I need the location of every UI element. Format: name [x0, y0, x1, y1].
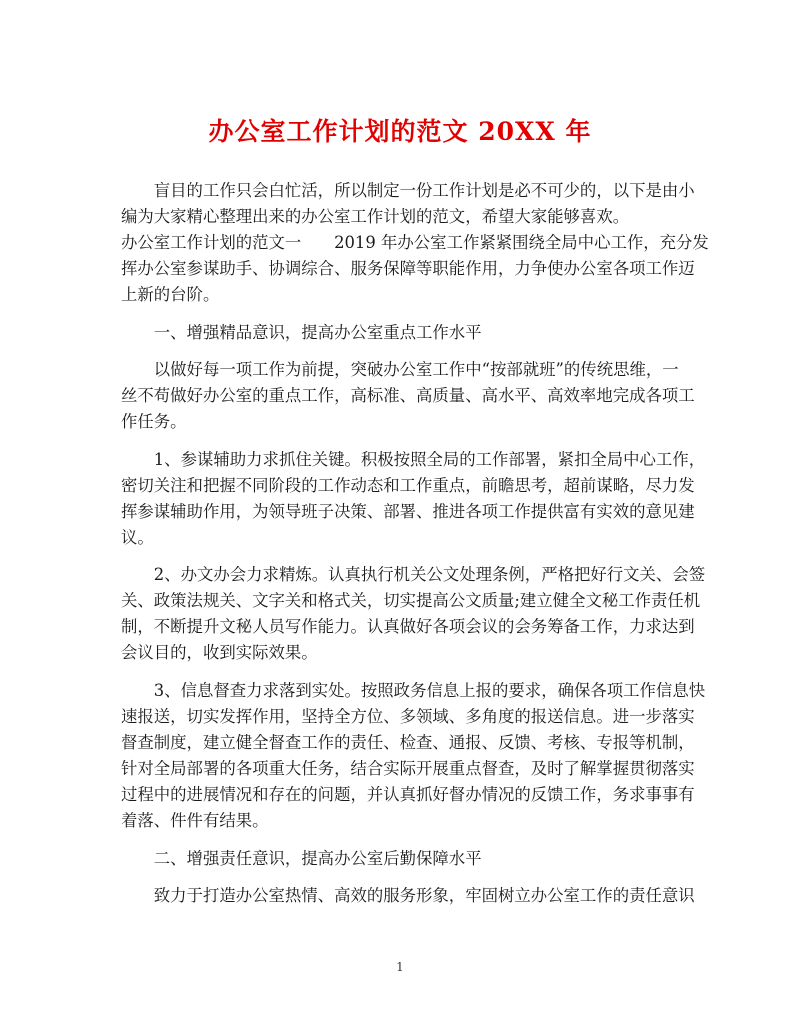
text-line: 针对全局部署的各项重大任务，结合实际开展重点督查，及时了解掌握贯彻落实: [121, 758, 695, 778]
text-line: 办公室工作计划的范文一 2019 年办公室工作紧紧围绕全局中心工作，充分发: [121, 233, 709, 252]
text-line: 致力于打造办公室热情、高效的服务形象，牢固树立办公室工作的责任意识: [121, 886, 695, 906]
text-line: 2、办文办会力求精炼。认真执行机关公文处理条例，严格把好行文关、会签: [121, 565, 706, 585]
text-line: 议。: [121, 527, 154, 547]
text-line: 密切关注和把握不同阶段的工作动态和工作重点，前瞻思考，超前谋略，尽力发: [121, 475, 695, 495]
text-line: 1、参谋辅助力求抓住关键。积极按照全局的工作部署，紧扣全局中心工作，: [121, 449, 706, 469]
document-body: [121, 178, 709, 909]
section-heading: 二、增强责任意识，提高办公室后勤保障水平: [121, 848, 482, 868]
page-number: 1: [396, 960, 404, 974]
text-line: 丝不苟做好办公室的重点工作，高标准、高质量、高水平、高效率地完成各项工: [121, 386, 695, 406]
text-line: 着落、件件有结果。: [121, 810, 269, 830]
text-line: 以做好每一项工作为前提，突破办公室工作中“按部就班”的传统思维，一: [121, 360, 679, 380]
text-line: 关、政策法规关、文字关和格式关，切实提高公文质量;建立健全文秘工作责任机: [121, 591, 701, 611]
text-line: 会议目的，收到实际效果。: [121, 643, 318, 663]
text-line: 作任务。: [121, 412, 187, 432]
text-line: 过程中的进展情况和存在的问题，并认真抓好督办情况的反馈工作，务求事事有: [121, 784, 695, 804]
text-line: 编为大家精心整理出来的办公室工作计划的范文，希望大家能够喜欢。: [121, 207, 630, 226]
text-line: 制，不断提升文秘人员写作能力。认真做好各项会议的会务筹备工作，力求达到: [121, 617, 695, 637]
text-line: 速报送，切实发挥作用，坚持全方位、多领域、多角度的报送信息。进一步落实: [121, 706, 695, 726]
text-line: 盲目的工作只会白忙活，所以制定一份工作计划是必不可少的，以下是由小: [121, 181, 695, 200]
section-heading: 一、增强精品意识，提高办公室重点工作水平: [121, 322, 482, 342]
document-title: 办公室工作计划的范文 20XX 年: [208, 117, 592, 146]
text-line: 上新的台阶。: [121, 285, 220, 304]
text-line: 督查制度，建立健全督查工作的责任、检查、通报、反馈、考核、专报等机制，: [121, 732, 695, 752]
text-line: 挥办公室参谋助手、协调综合、服务保障等职能作用，力争使办公室各项工作迈: [121, 259, 695, 278]
text-line: 挥参谋辅助作用，为领导班子决策、部署、推进各项工作提供富有实效的意见建: [121, 501, 695, 521]
text-line: 3、信息督查力求落到实处。按照政务信息上报的要求，确保各项工作信息快: [121, 680, 706, 700]
